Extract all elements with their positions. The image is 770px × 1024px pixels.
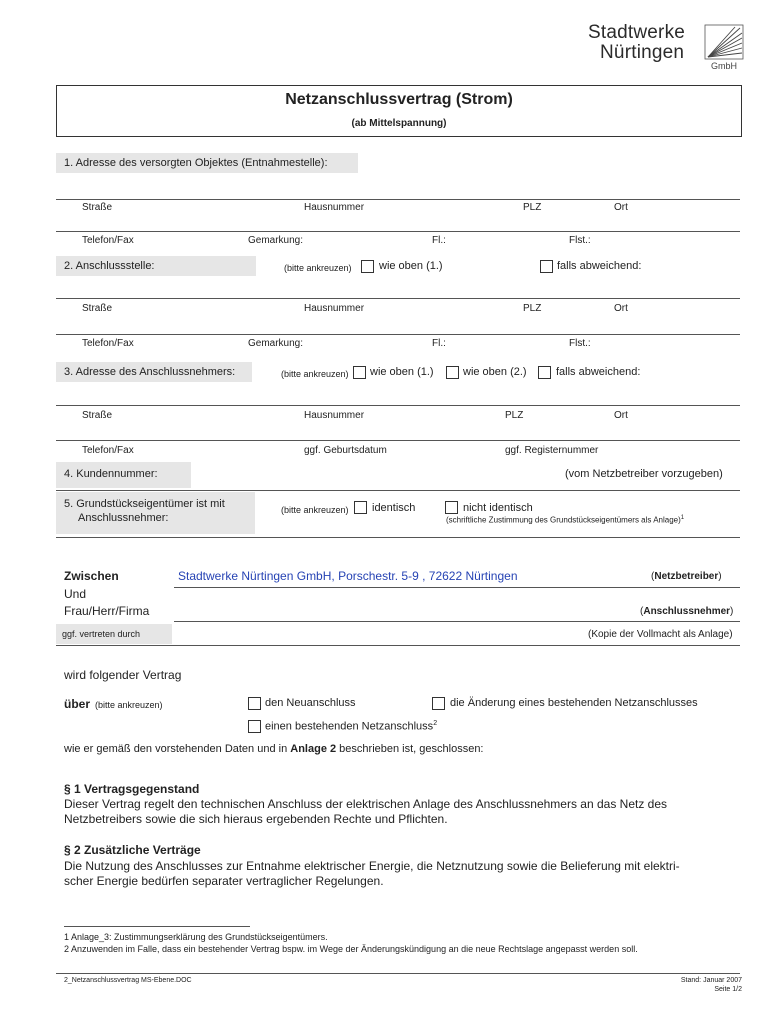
s1-phone-label: Telefon/Fax (82, 235, 134, 246)
s2-different-label: falls abweichend: (557, 260, 642, 272)
s5-identical-checkbox[interactable] (354, 501, 367, 514)
section-4-heading: 4. Kundennummer: (64, 468, 158, 480)
logo-line-2: Nürtingen (600, 42, 685, 63)
s2-line-2 (56, 334, 740, 335)
operator-role-close: ) (718, 571, 722, 582)
s4-line (56, 490, 740, 491)
operator-role (651, 571, 722, 582)
new-connection-label: den Neuanschluss (265, 697, 356, 709)
logo-gmbh: GmbH (711, 61, 738, 71)
s5-consent-note (446, 515, 684, 525)
operator-role-open: ( (651, 571, 655, 582)
paragraph-1-line-2: Netzbetreibers sowie die sich hieraus ergebenden Rechte und Pflichten. (64, 812, 448, 826)
s2-zip-label: PLZ (523, 303, 542, 314)
s3-housenumber-label: Hausnummer (304, 410, 365, 421)
customer-role-close: ) (730, 606, 734, 617)
s3-same-1-checkbox[interactable] (353, 366, 366, 379)
logo-rays-icon (704, 24, 746, 64)
paragraph-2-line-2: scher Energie bedürfen separater vertraglicher Regelungen. (64, 874, 384, 888)
footnote-separator (64, 926, 250, 927)
operator-name: Stadtwerke Nürtingen GmbH, Porschestr. 5-9 , 72622 Nürtingen (178, 569, 518, 583)
contract-closing-pre: wie er gemäß den vorstehenden Daten und in (64, 743, 291, 755)
s3-different-checkbox[interactable] (538, 366, 551, 379)
footnote-ref-1: 1 (680, 515, 685, 521)
footnote-2: 2 Anzuwenden im Falle, dass ein bestehender Vertrag bspw. im Wege der Änderungskündigung an die neue Rechtslage angepasst werden soll. (64, 944, 638, 954)
s1-city-label: Ort (614, 202, 628, 213)
logo (586, 20, 746, 76)
operator-line (174, 587, 740, 588)
contract-closing (64, 743, 484, 755)
s1-line-1 (56, 199, 740, 200)
s3-hint: (bitte ankreuzen) (281, 369, 349, 379)
contract-closing-post: beschrieben ist, geschlossen: (336, 743, 484, 755)
footer-filename: 2_Netzanschlussvertrag MS-Ebene.DOC (64, 977, 192, 984)
s4-note: (vom Netzbetreiber vorzugeben) (565, 468, 723, 480)
s2-hint: (bitte ankreuzen) (284, 263, 352, 273)
represented-note: (Kopie der Vollmacht als Anlage) (588, 629, 733, 640)
existing-connection-label (265, 720, 437, 733)
s3-phone-label: Telefon/Fax (82, 445, 134, 456)
section-2-heading: 2. Anschlussstelle: (64, 260, 155, 272)
s5-not-identical-label: nicht identisch (463, 502, 533, 514)
s3-different-label: falls abweichend: (556, 366, 641, 378)
footnote-ref-2: 2 (433, 720, 438, 727)
s2-gemarkung-label: Gemarkung: (248, 338, 304, 349)
s3-same-1-label: wie oben (1.) (370, 366, 434, 378)
s1-line-2 (56, 231, 740, 232)
s3-line-2 (56, 440, 740, 441)
contract-intro: wird folgender Vertrag (64, 668, 182, 682)
customer-label: Frau/Herr/Firma (64, 604, 150, 618)
ueber-label: über (64, 697, 91, 711)
operator-role-text: Netzbetreiber (654, 571, 719, 582)
s1-street-label: Straße (82, 202, 113, 213)
s5-not-identical-checkbox[interactable] (445, 501, 458, 514)
s3-birthdate-label: ggf. Geburtsdatum (304, 445, 387, 456)
change-connection-checkbox[interactable] (432, 697, 445, 710)
s3-line-1 (56, 405, 740, 406)
paragraph-2-line-1: Die Nutzung des Anschlusses zur Entnahme elektrischer Energie, die Netznutzung sowie die Belieferung mit elektri- (64, 859, 680, 873)
s5-consent-note-text: (schriftliche Zustimmung des Grundstückseigentümers als Anlage) (446, 515, 681, 525)
customer-role-open: ( (640, 606, 644, 617)
contract-hint: (bitte ankreuzen) (95, 700, 163, 710)
paragraph-2-heading: § 2 Zusätzliche Verträge (64, 843, 201, 857)
s3-register-label: ggf. Registernummer (505, 445, 599, 456)
zwischen-label: Zwischen (64, 569, 119, 583)
contract-closing-bold: Anlage 2 (290, 743, 337, 755)
s3-same-2-checkbox[interactable] (446, 366, 459, 379)
s2-same-label: wie oben (1.) (379, 260, 443, 272)
existing-connection-text: einen bestehenden Netzanschluss (265, 720, 434, 733)
section-3-heading: 3. Adresse des Anschlussnehmers: (64, 366, 236, 378)
represented-line (56, 645, 740, 646)
s3-same-2-label: wie oben (2.) (463, 366, 527, 378)
s3-city-label: Ort (614, 410, 628, 421)
s3-street-label: Straße (82, 410, 113, 421)
s2-housenumber-label: Hausnummer (304, 303, 365, 314)
footer-line (56, 973, 740, 974)
customer-line (174, 621, 740, 622)
footnote-1: 1 Anlage_3: Zustimmungserklärung des Grundstückseigentümers. (64, 932, 328, 942)
new-connection-checkbox[interactable] (248, 697, 261, 710)
s1-gemarkung-label: Gemarkung: (248, 235, 304, 246)
s2-different-checkbox[interactable] (540, 260, 553, 273)
s2-same-checkbox[interactable] (361, 260, 374, 273)
page-title: Netzanschlussvertrag (Strom) (285, 91, 513, 108)
s1-housenumber-label: Hausnummer (304, 202, 365, 213)
s2-line-1 (56, 298, 740, 299)
s1-fl-label: Fl.: (432, 235, 446, 246)
customer-role (640, 606, 733, 617)
footer-date: Stand: Januar 2007 (680, 977, 742, 984)
s2-flst-label: Flst.: (569, 338, 591, 349)
s2-fl-label: Fl.: (432, 338, 446, 349)
section-5-heading-1: 5. Grundstückseigentümer ist mit (64, 498, 225, 510)
s5-identical-label: identisch (372, 502, 416, 514)
s3-zip-label: PLZ (505, 410, 524, 421)
footer-page: Seite 1/2 (714, 986, 742, 993)
title-box (56, 85, 742, 137)
s2-phone-label: Telefon/Fax (82, 338, 134, 349)
paragraph-1-heading: § 1 Vertragsgegenstand (64, 782, 200, 796)
section-1-heading: 1. Adresse des versorgten Objektes (Entnahmestelle): (64, 157, 328, 169)
existing-connection-checkbox[interactable] (248, 720, 261, 733)
represented-label: ggf. vertreten durch (62, 629, 141, 639)
s5-line (56, 537, 740, 538)
s1-zip-label: PLZ (523, 202, 542, 213)
page-subtitle: (ab Mittelspannung) (351, 118, 447, 129)
s5-hint: (bitte ankreuzen) (281, 505, 349, 515)
und-label: Und (64, 587, 87, 601)
s1-flst-label: Flst.: (569, 235, 591, 246)
s2-city-label: Ort (614, 303, 628, 314)
logo-line-1: Stadtwerke (588, 22, 686, 43)
customer-role-text: Anschlussnehmer (643, 606, 731, 617)
section-5-heading-2: Anschlussnehmer: (78, 512, 169, 524)
paragraph-1-line-1: Dieser Vertrag regelt den technischen Anschluss der elektrischen Anlage des Anschlussnehmers an das Netz des (64, 797, 668, 811)
s2-street-label: Straße (82, 303, 113, 314)
change-connection-label: die Änderung eines bestehenden Netzanschlusses (450, 697, 698, 709)
